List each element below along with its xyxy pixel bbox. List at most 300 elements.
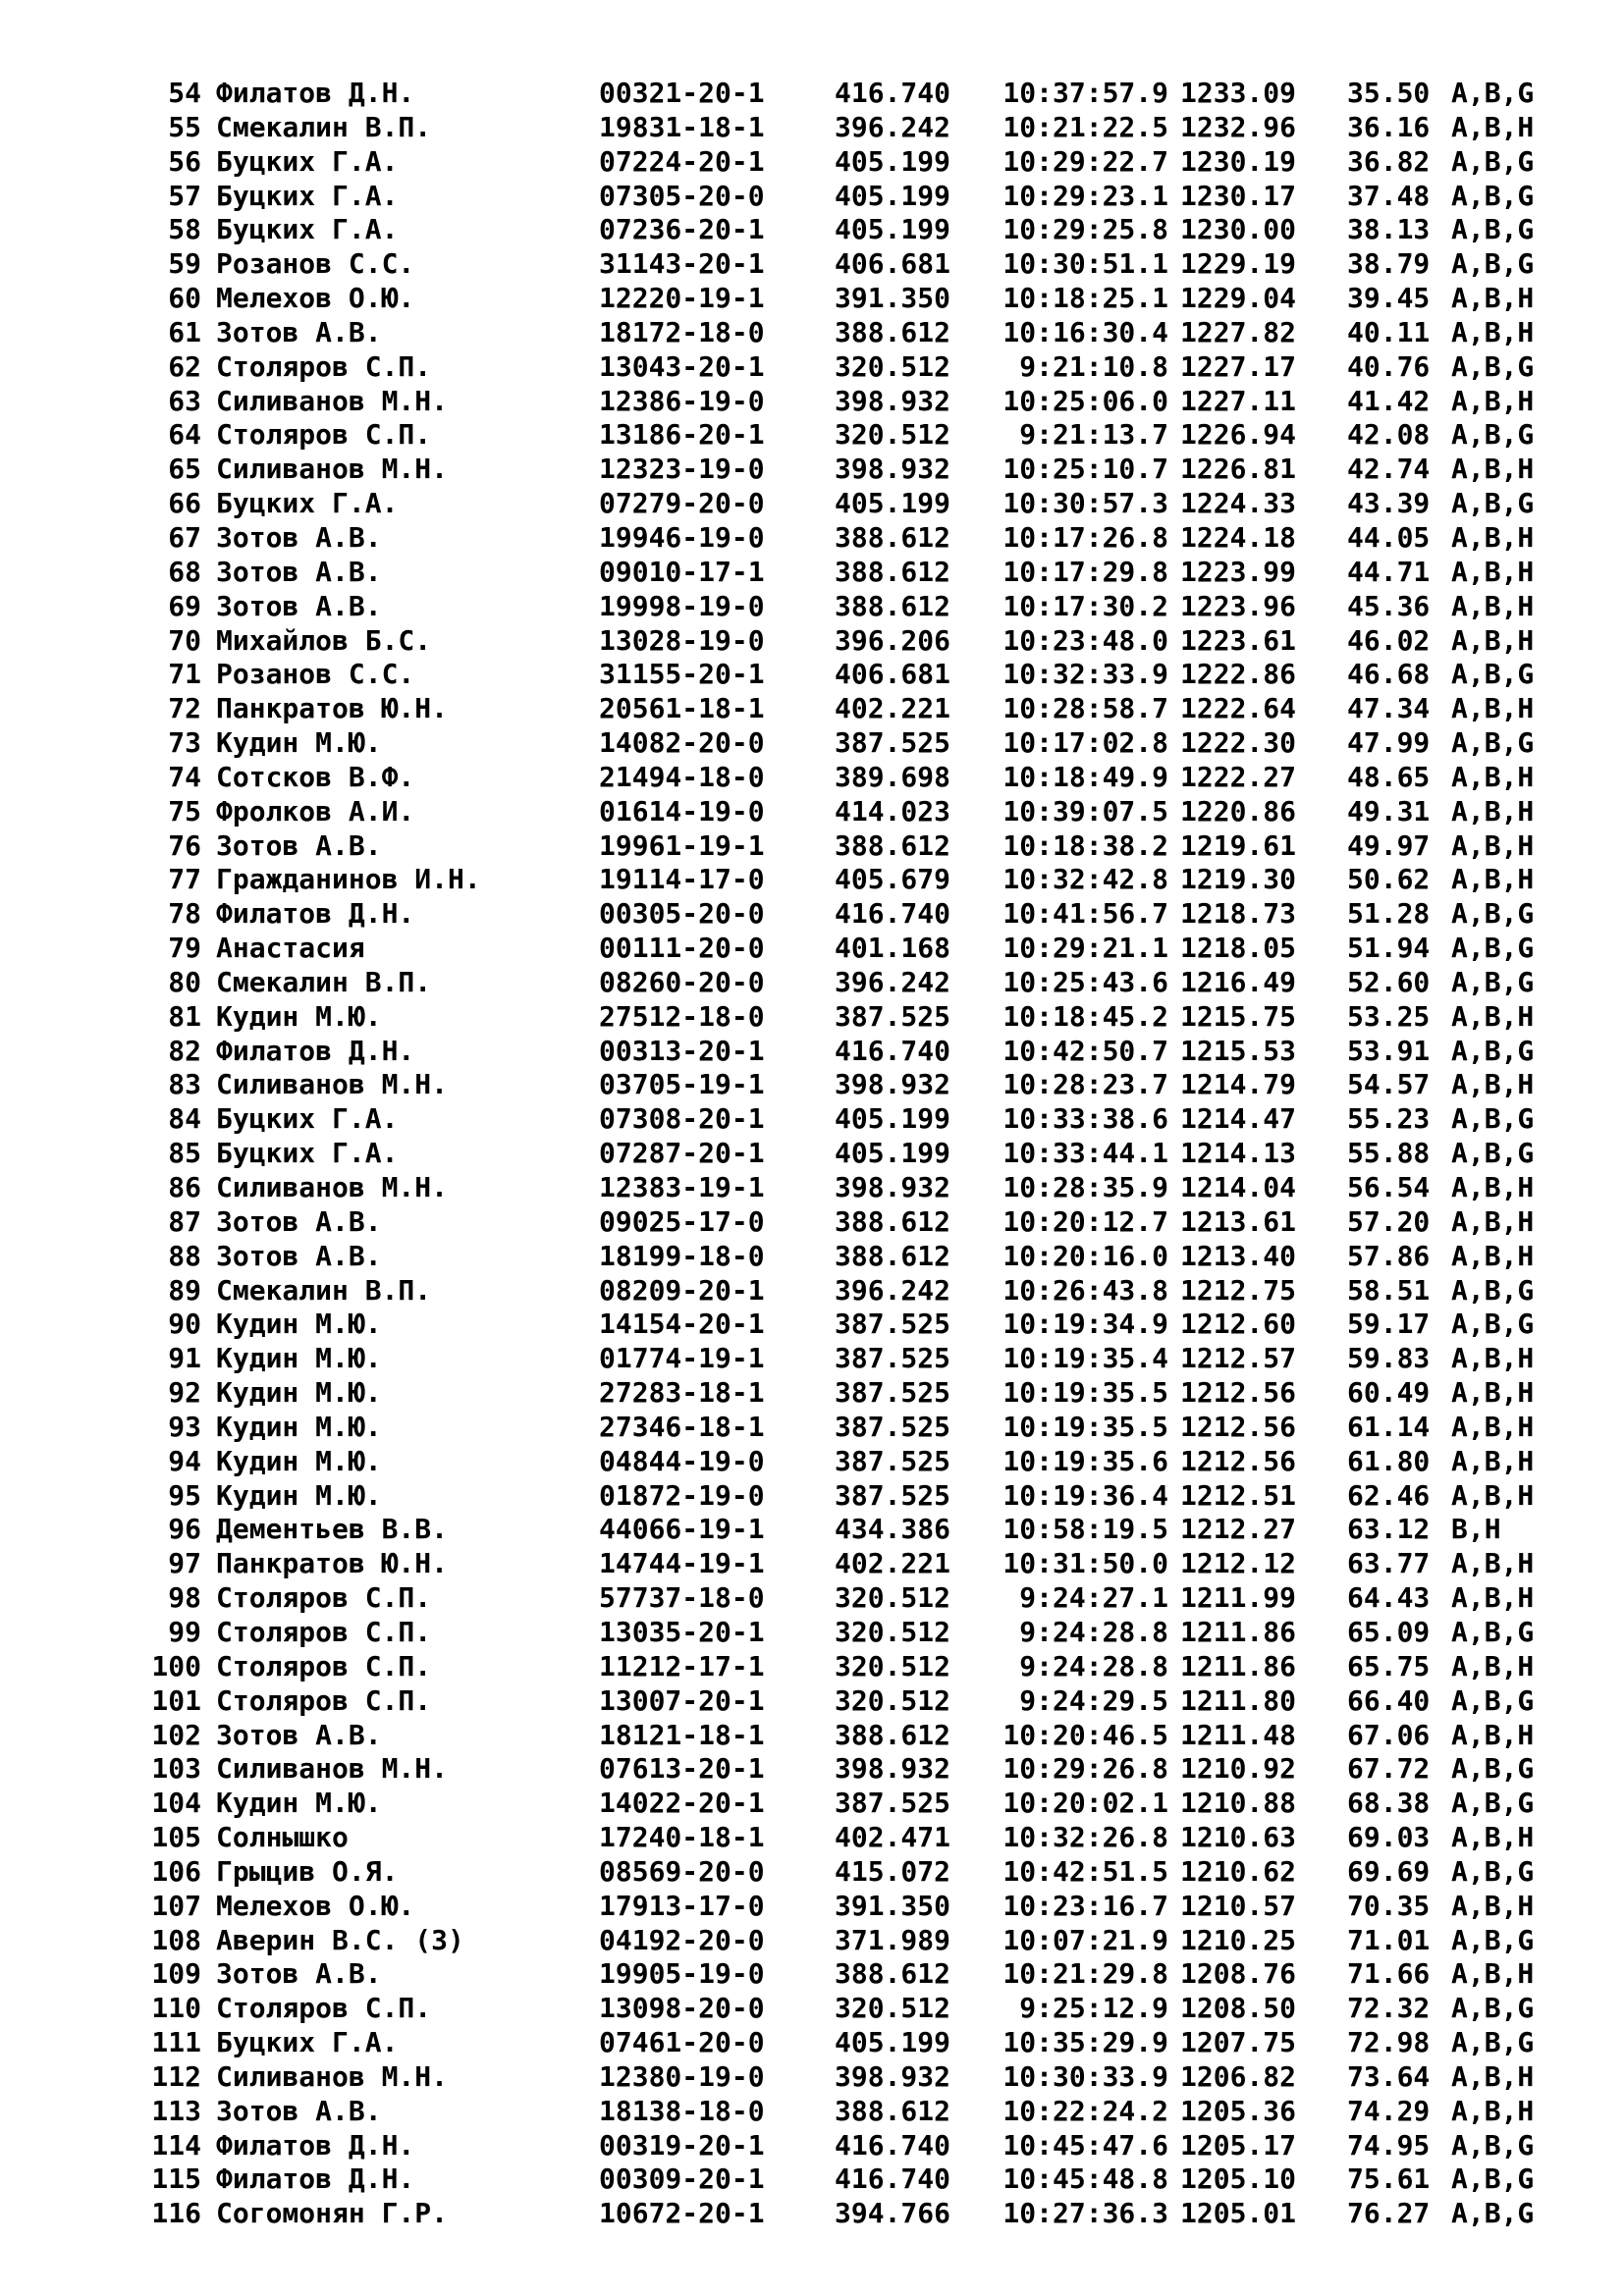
place-number: 102	[151, 1718, 201, 1751]
speed: 1205.10	[1180, 2163, 1297, 2196]
participant-name: Зотов А.В.	[216, 520, 382, 554]
participant-name: Кудин М.Ю.	[216, 1410, 382, 1443]
participant-name: Столяров С.П.	[216, 1615, 432, 1648]
distance: 388.612	[835, 2094, 951, 2127]
participant-name: Михайлов Б.С.	[216, 623, 432, 657]
speed: 1213.61	[1180, 1204, 1297, 1238]
distance: 398.932	[835, 1752, 951, 1786]
speed: 1214.13	[1180, 1137, 1297, 1170]
flags: A,B,H	[1451, 1718, 1535, 1751]
place-number: 71	[168, 658, 201, 691]
participant-name: Зотов А.В.	[216, 1957, 382, 1991]
arrival-time: 10:25:43.6	[1002, 965, 1168, 998]
percent: 72.98	[1347, 2026, 1431, 2059]
table-row	[0, 829, 1624, 864]
ring-id: 04844-19-0	[599, 1444, 765, 1477]
speed: 1210.63	[1180, 1821, 1297, 1854]
ring-id: 18172-18-0	[599, 315, 765, 348]
place-number: 68	[168, 555, 201, 588]
flags: A,B,H	[1451, 794, 1535, 828]
arrival-time: 10:58:19.5	[1002, 1513, 1168, 1546]
table-row	[0, 1650, 1624, 1684]
speed: 1212.51	[1180, 1478, 1297, 1512]
flags: A,B,G	[1451, 1992, 1535, 2025]
participant-name: Анастасия	[216, 932, 365, 965]
place-number: 78	[168, 897, 201, 931]
flags: A,B,H	[1451, 863, 1535, 896]
distance: 405.199	[835, 487, 951, 520]
distance: 434.386	[835, 1513, 951, 1546]
table-row	[0, 247, 1624, 282]
flags: A,B,G	[1451, 1683, 1535, 1717]
arrival-time: 10:30:33.9	[1002, 2059, 1168, 2093]
speed: 1211.99	[1180, 1581, 1297, 1615]
table-row	[0, 77, 1624, 111]
table-row	[0, 1787, 1624, 1821]
distance: 387.525	[835, 1342, 951, 1375]
participant-name: Буцких Г.А.	[216, 487, 399, 520]
table-row	[0, 2129, 1624, 2163]
flags: A,B,G	[1451, 965, 1535, 998]
distance: 388.612	[835, 555, 951, 588]
table-row	[0, 1137, 1624, 1171]
flags: A,B,H	[1451, 315, 1535, 348]
participant-name: Розанов С.С.	[216, 658, 415, 691]
participant-name: Сотсков В.Ф.	[216, 760, 415, 793]
arrival-time: 9:24:27.1	[1019, 1581, 1168, 1615]
flags: A,B,H	[1451, 1444, 1535, 1477]
place-number: 58	[168, 213, 201, 246]
participant-name: Розанов С.С.	[216, 247, 415, 281]
distance: 414.023	[835, 794, 951, 828]
table-row	[0, 2026, 1624, 2060]
flags: A,B,G	[1451, 1034, 1535, 1067]
participant-name: Смекалин В.П.	[216, 110, 432, 143]
speed: 1211.86	[1180, 1649, 1297, 1682]
place-number: 63	[168, 384, 201, 417]
place-number: 65	[168, 453, 201, 486]
distance: 388.612	[835, 315, 951, 348]
arrival-time: 10:37:57.9	[1002, 77, 1168, 109]
speed: 1211.80	[1180, 1683, 1297, 1717]
arrival-time: 10:16:30.4	[1002, 315, 1168, 348]
speed: 1212.75	[1180, 1273, 1297, 1307]
place-number: 95	[168, 1478, 201, 1512]
place-number: 94	[168, 1444, 201, 1477]
distance: 416.740	[835, 77, 951, 109]
speed: 1227.17	[1180, 349, 1297, 383]
percent: 56.54	[1347, 1171, 1431, 1203]
arrival-time: 10:19:36.4	[1002, 1478, 1168, 1512]
percent: 59.17	[1347, 1308, 1431, 1341]
speed: 1215.75	[1180, 999, 1297, 1033]
flags: A,B,H	[1451, 1581, 1535, 1615]
table-row	[0, 316, 1624, 350]
participant-name: Буцких Г.А.	[216, 1137, 399, 1170]
speed: 1208.50	[1180, 1992, 1297, 2025]
ring-id: 07224-20-1	[599, 144, 765, 178]
percent: 55.88	[1347, 1137, 1431, 1170]
percent: 71.66	[1347, 1957, 1431, 1991]
flags: A,B,H	[1451, 623, 1535, 657]
speed: 1212.56	[1180, 1444, 1297, 1477]
table-row	[0, 1684, 1624, 1719]
participant-name: Зотов А.В.	[216, 828, 382, 862]
table-row	[0, 966, 1624, 1000]
flags: A,B,H	[1451, 999, 1535, 1033]
percent: 52.60	[1347, 965, 1431, 998]
ring-id: 57737-18-0	[599, 1581, 765, 1615]
percent: 68.38	[1347, 1787, 1431, 1820]
flags: A,B,H	[1451, 1649, 1535, 1682]
distance: 320.512	[835, 1649, 951, 1682]
flags: A,B,H	[1451, 760, 1535, 793]
table-row	[0, 2060, 1624, 2095]
arrival-time: 9:21:13.7	[1019, 418, 1168, 452]
ring-id: 01774-19-1	[599, 1342, 765, 1375]
place-number: 116	[151, 2197, 201, 2230]
percent: 63.12	[1347, 1513, 1431, 1546]
participant-name: Мелехов О.Ю.	[216, 1889, 415, 1922]
ring-id: 09025-17-0	[599, 1204, 765, 1238]
ring-id: 20561-18-1	[599, 692, 765, 725]
arrival-time: 10:21:22.5	[1002, 110, 1168, 143]
table-row	[0, 624, 1624, 659]
speed: 1218.05	[1180, 932, 1297, 965]
results-table	[0, 77, 1624, 2231]
arrival-time: 10:23:48.0	[1002, 623, 1168, 657]
percent: 40.11	[1347, 315, 1431, 348]
distance: 391.350	[835, 282, 951, 315]
participant-name: Грыцив О.Я.	[216, 1854, 399, 1888]
table-row	[0, 1719, 1624, 1753]
table-row	[0, 180, 1624, 214]
arrival-time: 10:29:21.1	[1002, 932, 1168, 965]
participant-name: Кудин М.Ю.	[216, 1308, 382, 1341]
percent: 61.80	[1347, 1444, 1431, 1477]
flags: A,B,H	[1451, 110, 1535, 143]
percent: 57.86	[1347, 1239, 1431, 1272]
percent: 40.76	[1347, 349, 1431, 383]
participant-name: Столяров С.П.	[216, 1992, 432, 2025]
distance: 391.350	[835, 1889, 951, 1922]
table-row	[0, 1274, 1624, 1308]
table-row	[0, 863, 1624, 897]
percent: 43.39	[1347, 487, 1431, 520]
percent: 69.69	[1347, 1854, 1431, 1888]
table-row	[0, 1924, 1624, 1958]
ring-id: 19114-17-0	[599, 863, 765, 896]
distance: 406.681	[835, 658, 951, 691]
flags: A,B,G	[1451, 2197, 1535, 2230]
arrival-time: 9:24:29.5	[1019, 1683, 1168, 1717]
percent: 38.13	[1347, 213, 1431, 246]
table-row	[0, 1821, 1624, 1855]
distance: 398.932	[835, 384, 951, 417]
table-row	[0, 1513, 1624, 1547]
percent: 49.31	[1347, 794, 1431, 828]
speed: 1227.11	[1180, 384, 1297, 417]
percent: 44.05	[1347, 520, 1431, 554]
participant-name: Столяров С.П.	[216, 1683, 432, 1717]
flags: A,B,H	[1451, 555, 1535, 588]
participant-name: Зотов А.В.	[216, 1204, 382, 1238]
participant-name: Филатов Д.Н.	[216, 2128, 415, 2162]
percent: 69.03	[1347, 1821, 1431, 1854]
table-row	[0, 350, 1624, 385]
ring-id: 07613-20-1	[599, 1752, 765, 1786]
flags: A,B,G	[1451, 179, 1535, 212]
table-row	[0, 2095, 1624, 2129]
table-row	[0, 521, 1624, 556]
flags: A,B,H	[1451, 384, 1535, 417]
ring-id: 19905-19-0	[599, 1957, 765, 1991]
place-number: 59	[168, 247, 201, 281]
arrival-time: 10:19:35.6	[1002, 1444, 1168, 1477]
speed: 1218.73	[1180, 897, 1297, 931]
distance: 388.612	[835, 1957, 951, 1991]
distance: 396.242	[835, 965, 951, 998]
participant-name: Филатов Д.Н.	[216, 897, 415, 931]
arrival-time: 10:28:35.9	[1002, 1171, 1168, 1203]
arrival-time: 10:18:49.9	[1002, 760, 1168, 793]
place-number: 67	[168, 520, 201, 554]
percent: 49.97	[1347, 828, 1431, 862]
participant-name: Кудин М.Ю.	[216, 726, 382, 760]
ring-id: 13028-19-0	[599, 623, 765, 657]
flags: A,B,G	[1451, 1273, 1535, 1307]
table-row	[0, 111, 1624, 145]
distance: 388.612	[835, 1239, 951, 1272]
table-row	[0, 897, 1624, 932]
distance: 415.072	[835, 1854, 951, 1888]
ring-id: 07287-20-1	[599, 1137, 765, 1170]
participant-name: Буцких Г.А.	[216, 179, 399, 212]
flags: A,B,H	[1451, 282, 1535, 315]
ring-id: 03705-19-1	[599, 1068, 765, 1101]
speed: 1206.82	[1180, 2059, 1297, 2093]
percent: 63.77	[1347, 1547, 1431, 1580]
participant-name: Филатов Д.Н.	[216, 2163, 415, 2196]
place-number: 98	[168, 1581, 201, 1615]
ring-id: 08260-20-0	[599, 965, 765, 998]
percent: 50.62	[1347, 863, 1431, 896]
speed: 1208.76	[1180, 1957, 1297, 1991]
place-number: 99	[168, 1615, 201, 1648]
participant-name: Кудин М.Ю.	[216, 1376, 382, 1410]
participant-name: Силиванов М.Н.	[216, 2059, 449, 2093]
speed: 1229.04	[1180, 282, 1297, 315]
distance: 416.740	[835, 1034, 951, 1067]
arrival-time: 10:18:25.1	[1002, 282, 1168, 315]
percent: 42.74	[1347, 453, 1431, 486]
flags: A,B,G	[1451, 144, 1535, 178]
place-number: 86	[168, 1171, 201, 1203]
distance: 405.679	[835, 863, 951, 896]
percent: 62.46	[1347, 1478, 1431, 1512]
flags: A,B,G	[1451, 213, 1535, 246]
speed: 1226.94	[1180, 418, 1297, 452]
table-row	[0, 1035, 1624, 1069]
distance: 320.512	[835, 418, 951, 452]
arrival-time: 10:45:48.8	[1002, 2163, 1168, 2196]
ring-id: 12386-19-0	[599, 384, 765, 417]
table-row	[0, 1376, 1624, 1411]
table-row	[0, 795, 1624, 829]
speed: 1222.64	[1180, 692, 1297, 725]
place-number: 91	[168, 1342, 201, 1375]
flags: A,B,G	[1451, 1137, 1535, 1170]
participant-name: Солнышко	[216, 1821, 349, 1854]
percent: 66.40	[1347, 1683, 1431, 1717]
distance: 398.932	[835, 1068, 951, 1101]
place-number: 114	[151, 2128, 201, 2162]
speed: 1210.25	[1180, 1923, 1297, 1956]
distance: 388.612	[835, 520, 951, 554]
ring-id: 10672-20-1	[599, 2197, 765, 2230]
speed: 1224.33	[1180, 487, 1297, 520]
percent: 74.95	[1347, 2128, 1431, 2162]
percent: 46.68	[1347, 658, 1431, 691]
speed: 1212.56	[1180, 1376, 1297, 1410]
ring-id: 27283-18-1	[599, 1376, 765, 1410]
ring-id: 13186-20-1	[599, 418, 765, 452]
flags: A,B,G	[1451, 2163, 1535, 2196]
ring-id: 07279-20-0	[599, 487, 765, 520]
speed: 1210.92	[1180, 1752, 1297, 1786]
arrival-time: 10:31:50.0	[1002, 1547, 1168, 1580]
place-number: 96	[168, 1513, 201, 1546]
table-row	[0, 1068, 1624, 1102]
flags: A,B,G	[1451, 1102, 1535, 1136]
distance: 398.932	[835, 453, 951, 486]
speed: 1215.53	[1180, 1034, 1297, 1067]
ring-id: 13098-20-0	[599, 1992, 765, 2025]
percent: 47.99	[1347, 726, 1431, 760]
ring-id: 19998-19-0	[599, 589, 765, 622]
table-row	[0, 1205, 1624, 1240]
percent: 76.27	[1347, 2197, 1431, 2230]
ring-id: 01614-19-0	[599, 794, 765, 828]
arrival-time: 9:24:28.8	[1019, 1649, 1168, 1682]
participant-name: Кудин М.Ю.	[216, 1444, 382, 1477]
arrival-time: 10:20:12.7	[1002, 1204, 1168, 1238]
flags: A,B,H	[1451, 1068, 1535, 1101]
flags: A,B,G	[1451, 1923, 1535, 1956]
arrival-time: 10:29:26.8	[1002, 1752, 1168, 1786]
speed: 1205.36	[1180, 2094, 1297, 2127]
speed: 1213.40	[1180, 1239, 1297, 1272]
speed: 1223.96	[1180, 589, 1297, 622]
percent: 65.09	[1347, 1615, 1431, 1648]
speed: 1214.47	[1180, 1102, 1297, 1136]
distance: 402.221	[835, 1547, 951, 1580]
percent: 67.72	[1347, 1752, 1431, 1786]
table-row	[0, 213, 1624, 247]
participant-name: Столяров С.П.	[216, 349, 432, 383]
percent: 74.29	[1347, 2094, 1431, 2127]
speed: 1220.86	[1180, 794, 1297, 828]
place-number: 111	[151, 2026, 201, 2059]
participant-name: Столяров С.П.	[216, 1649, 432, 1682]
participant-name: Зотов А.В.	[216, 315, 382, 348]
flags: A,B,H	[1451, 2059, 1535, 2093]
place-number: 105	[151, 1821, 201, 1854]
place-number: 103	[151, 1752, 201, 1786]
percent: 35.50	[1347, 77, 1431, 109]
speed: 1219.61	[1180, 828, 1297, 862]
arrival-time: 10:28:23.7	[1002, 1068, 1168, 1101]
participant-name: Силиванов М.Н.	[216, 453, 449, 486]
distance: 387.525	[835, 1376, 951, 1410]
flags: A,B,G	[1451, 1752, 1535, 1786]
ring-id: 31155-20-1	[599, 658, 765, 691]
ring-id: 21494-18-0	[599, 760, 765, 793]
ring-id: 14022-20-1	[599, 1787, 765, 1820]
table-row	[0, 1855, 1624, 1890]
place-number: 54	[168, 77, 201, 109]
place-number: 82	[168, 1034, 201, 1067]
participant-name: Силиванов М.Н.	[216, 1752, 449, 1786]
arrival-time: 10:17:30.2	[1002, 589, 1168, 622]
speed: 1229.19	[1180, 247, 1297, 281]
flags: A,B,H	[1451, 1478, 1535, 1512]
arrival-time: 10:32:42.8	[1002, 863, 1168, 896]
participant-name: Зотов А.В.	[216, 589, 382, 622]
table-row	[0, 590, 1624, 624]
participant-name: Смекалин В.П.	[216, 1273, 432, 1307]
arrival-time: 10:45:47.6	[1002, 2128, 1168, 2162]
table-row	[0, 145, 1624, 180]
ring-id: 12383-19-1	[599, 1171, 765, 1203]
participant-name: Кудин М.Ю.	[216, 1342, 382, 1375]
distance: 416.740	[835, 897, 951, 931]
table-row	[0, 1411, 1624, 1445]
flags: A,B,G	[1451, 77, 1535, 109]
arrival-time: 10:29:23.1	[1002, 179, 1168, 212]
distance: 405.199	[835, 1102, 951, 1136]
place-number: 72	[168, 692, 201, 725]
distance: 371.989	[835, 1923, 951, 1956]
distance: 320.512	[835, 1581, 951, 1615]
speed: 1233.09	[1180, 77, 1297, 109]
percent: 36.16	[1347, 110, 1431, 143]
distance: 388.612	[835, 1718, 951, 1751]
ring-id: 18121-18-1	[599, 1718, 765, 1751]
ring-id: 27346-18-1	[599, 1410, 765, 1443]
table-row	[0, 1171, 1624, 1205]
ring-id: 19961-19-1	[599, 828, 765, 862]
arrival-time: 10:19:35.5	[1002, 1410, 1168, 1443]
percent: 55.23	[1347, 1102, 1431, 1136]
participant-name: Панкратов Ю.Н.	[216, 1547, 449, 1580]
participant-name: Силиванов М.Н.	[216, 384, 449, 417]
arrival-time: 10:18:45.2	[1002, 999, 1168, 1033]
place-number: 77	[168, 863, 201, 896]
place-number: 60	[168, 282, 201, 315]
percent: 71.01	[1347, 1923, 1431, 1956]
speed: 1226.81	[1180, 453, 1297, 486]
speed: 1222.30	[1180, 726, 1297, 760]
flags: A,B,H	[1451, 1204, 1535, 1238]
place-number: 115	[151, 2163, 201, 2196]
ring-id: 19946-19-0	[599, 520, 765, 554]
percent: 47.34	[1347, 692, 1431, 725]
flags: A,B,G	[1451, 932, 1535, 965]
speed: 1227.82	[1180, 315, 1297, 348]
percent: 65.75	[1347, 1649, 1431, 1682]
percent: 36.82	[1347, 144, 1431, 178]
